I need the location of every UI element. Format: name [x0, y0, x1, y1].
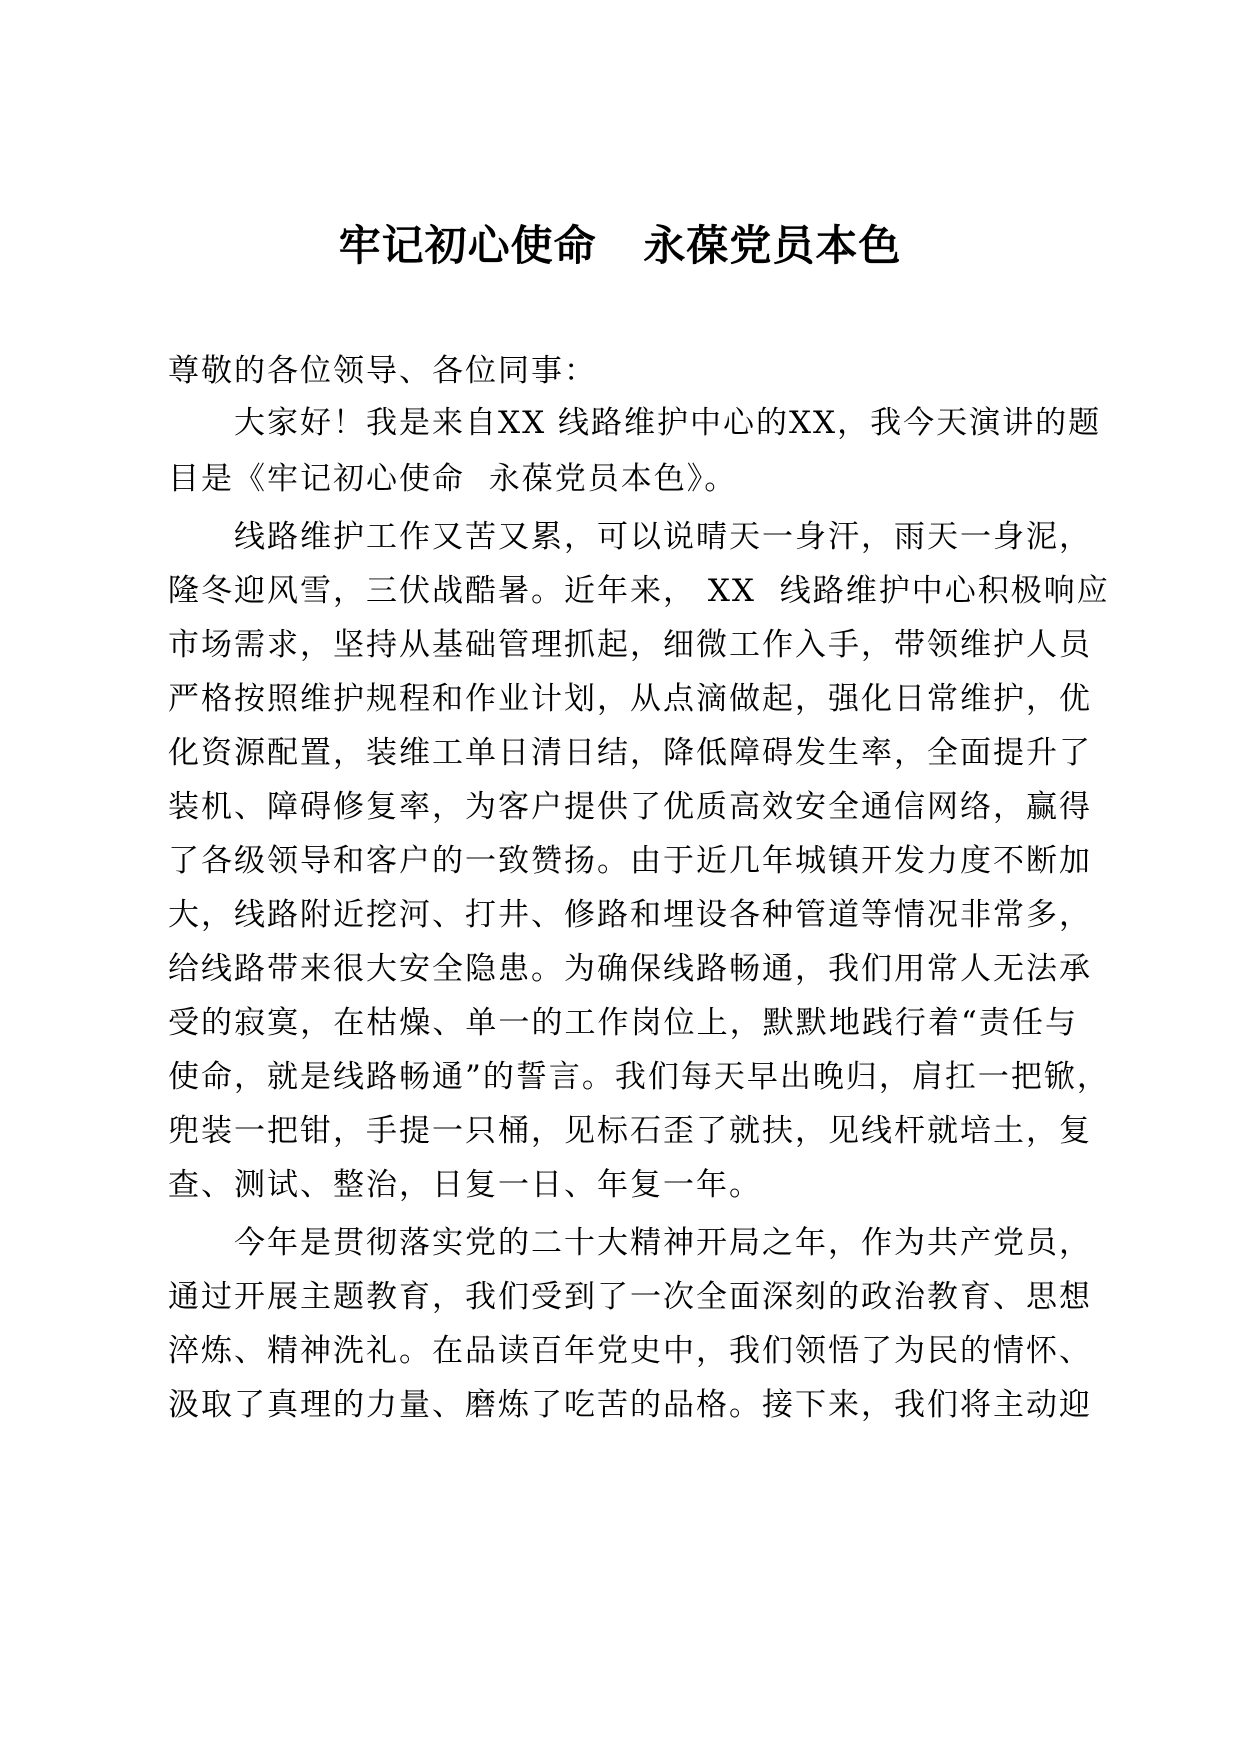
- salutation-line: 尊敬的各位领导、各位同事：: [168, 353, 597, 389]
- paragraph-line: 使命，就是线路畅通”的誓言。我们每天早出晚归，肩扛一把锨，: [168, 1059, 1110, 1095]
- paragraph-line: 目是《牢记初心使命 永葆党员本色》。: [168, 461, 738, 497]
- paragraph-line: 线路维护工作又苦又累，可以说晴天一身汗，雨天一身泥，: [234, 519, 1092, 555]
- paragraph-line: 查、测试、整治，日复一日、年复一年。: [168, 1167, 762, 1203]
- paragraph-line: 市场需求，坚持从基础管理抓起，细微工作入手，带领维护人员: [168, 627, 1092, 663]
- paragraph-line: 淬炼、精神洗礼。在品读百年党史中，我们领悟了为民的情怀、: [168, 1333, 1092, 1369]
- paragraph-line: 了各级领导和客户的一致赞扬。由于近几年城镇开发力度不断加: [168, 843, 1092, 879]
- paragraph-line: 通过开展主题教育，我们受到了一次全面深刻的政治教育、思想: [168, 1279, 1092, 1315]
- document-title: 牢记初心使命 永葆党员本色: [338, 221, 902, 270]
- paragraph-line: 化资源配置，装维工单日清日结，降低障碍发生率，全面提升了: [168, 735, 1092, 771]
- paragraph-line: 大家好！我是来自XX 线路维护中心的XX，我今天演讲的题: [234, 405, 1102, 441]
- paragraph-line: 今年是贯彻落实党的二十大精神开局之年，作为共产党员，: [234, 1225, 1092, 1261]
- paragraph-line: 受的寂寞，在枯燥、单一的工作岗位上，默默地践行着“责任与: [168, 1005, 1078, 1041]
- paragraph-line: 装机、障碍修复率，为客户提供了优质高效安全通信网络，赢得: [168, 789, 1092, 825]
- paragraph-line: 严格按照维护规程和作业计划，从点滴做起，强化日常维护，优: [168, 681, 1092, 717]
- paragraph-line: 隆冬迎风雪，三伏战酷暑。近年来， XX 线路维护中心积极响应: [168, 573, 1110, 609]
- paragraph-line: 汲取了真理的力量、磨炼了吃苦的品格。接下来，我们将主动迎: [168, 1387, 1092, 1423]
- paragraph-line: 兜装一把钳，手提一只桶，见标石歪了就扶，见线杆就培土，复: [168, 1113, 1092, 1149]
- paragraph-line: 大，线路附近挖河、打井、修路和埋设各种管道等情况非常多，: [168, 897, 1092, 933]
- paragraph-line: 给线路带来很大安全隐患。为确保线路畅通，我们用常人无法承: [168, 951, 1092, 987]
